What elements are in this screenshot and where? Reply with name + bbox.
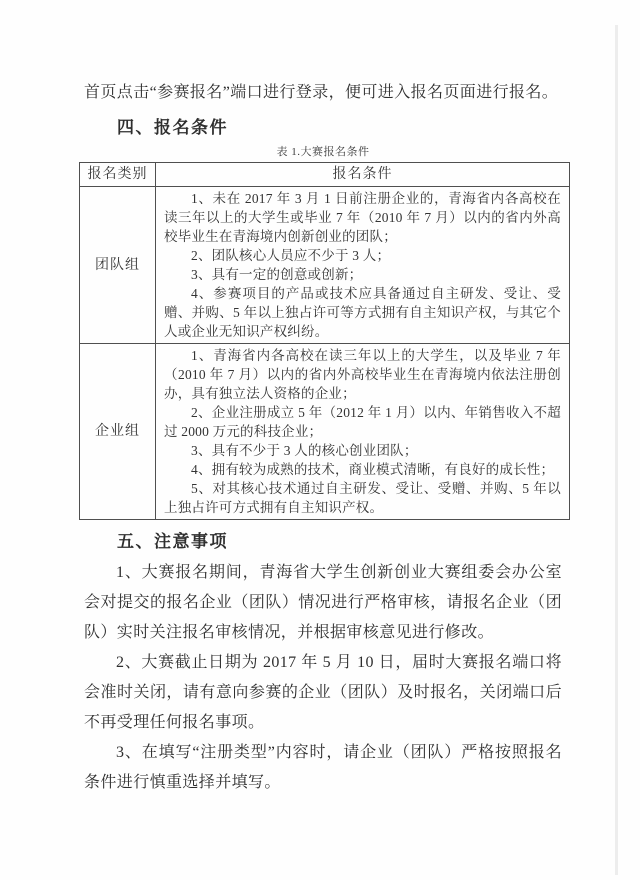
section5-heading: 五、注意事项 — [117, 532, 228, 551]
condition-item: 2、企业注册成立 5 年（2012 年 1 月）以内、年销售收入不超过 2000 万元的科技企业； — [164, 405, 561, 439]
category-enterprise: 企业组 — [80, 344, 156, 520]
condition-item: 1、青海省内各高校在读三年以上的大学生，以及毕业 7 年（2010 年 7 月）以内的省内外高校毕业生在青海境内依法注册创办，具有独立法人资格的企业； — [164, 348, 561, 401]
table-caption: 表 1.大赛报名条件 — [276, 146, 370, 158]
conditions-team — [156, 187, 570, 344]
condition-item: 3、具有不少于 3 人的核心创业团队； — [191, 443, 418, 458]
condition-item: 4、拥有较为成熟的技术，商业模式清晰，有良好的成长性； — [191, 462, 555, 477]
note-paragraph-2: 2、大赛截止日期为 2017 年 5 月 10 日，届时大赛报名端口将会准时关闭，请有意向参赛的企业（团队）及时报名，关闭端口后不再受理任何报名事项。 — [84, 654, 562, 731]
condition-item: 3、具有一定的创意或创新； — [191, 267, 363, 282]
note-paragraph-3: 3、在填写“注册类型”内容时，请企业（团队）严格按照报名条件进行慎重选择并填写。 — [84, 744, 562, 791]
category-team: 团队组 — [80, 187, 156, 344]
table-row-team — [80, 187, 570, 344]
document-content — [84, 78, 562, 798]
conditions-enterprise — [156, 344, 570, 520]
header-category: 报名类别 — [80, 163, 156, 187]
table-header-row — [80, 163, 570, 187]
note-paragraph-1: 1、大赛报名期间，青海省大学生创新创业大赛组委会办公室会对提交的报名企业（团队）情况进行严格审核，请报名企业（团队）实时关注报名审核情况，并根据审核意见进行修改。 — [84, 564, 562, 641]
table-row-enterprise — [80, 344, 570, 520]
registration-conditions-table — [79, 162, 570, 520]
scan-edge-artifact — [615, 25, 618, 875]
condition-item: 1、未在 2017 年 3 月 1 日前注册企业的，青海省内各高校在读三年以上的大学生或毕业 7 年（2010 年 7 月）以内的省内外高校毕业生在青海境内创新创业的团队； — [164, 191, 561, 244]
section4-heading: 四、报名条件 — [117, 118, 228, 137]
condition-item: 5、对其核心技术通过自主研发、受让、受赠、并购、5 年以上独占许可方式拥有自主知识产权。 — [164, 481, 561, 515]
intro-paragraph: 首页点击“参赛报名”端口进行登录，便可进入报名页面进行报名。 — [84, 84, 559, 101]
condition-item: 2、团队核心人员应不少于 3 人； — [191, 248, 391, 263]
header-conditions: 报名条件 — [156, 163, 570, 187]
condition-item: 4、参赛项目的产品或技术应具备通过自主研发、受让、受赠、并购、5 年以上独占许可等方式拥有自主知识产权，与其它个人或企业无知识产权纠纷。 — [164, 286, 561, 339]
